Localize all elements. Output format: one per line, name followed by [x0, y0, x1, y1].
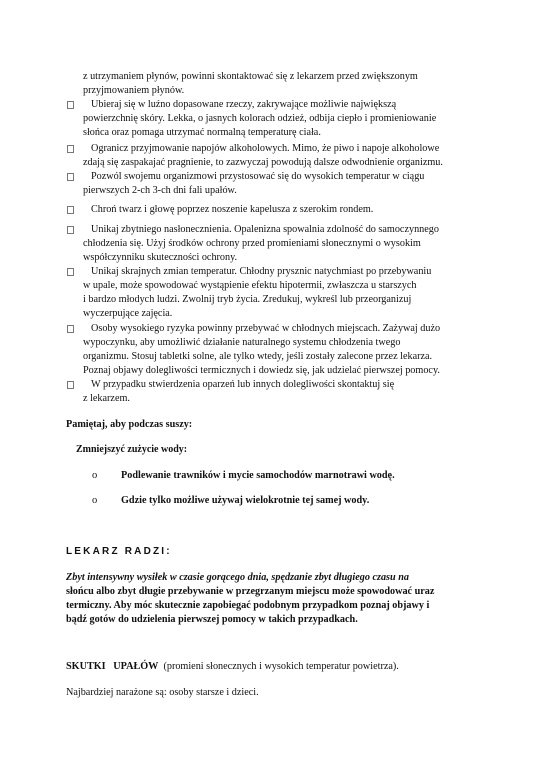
drought-item-text: Podlewanie trawników i mycie samochodów marnotrawi wodę.: [121, 470, 395, 481]
bullet-line: organizmu. Stosuj tabletki solne, ale tylko wtedy, jeśli zostały zalecone przez lekarza.: [83, 351, 433, 362]
bullet-line: zdają się zaspakajać pragnienie, to zazwyczaj powodują dalsze odwodnienie organizmu.: [83, 157, 443, 168]
bullet-line: Osoby wysokiego ryzyka powinny przebywać w chłodnych miejscach. Zażywaj dużo: [91, 323, 441, 334]
bullet-line: pierwszych 2-ch 3-ch dni fali upałów.: [83, 185, 237, 196]
bullet-line: W przypadku stwierdzenia oparzeń lub innych dolegliwości skontaktuj się: [91, 379, 395, 390]
bullet-line: w upale, może spowodować wystąpienie efektu hipotermii, zwłaszcza u starszych: [83, 280, 417, 291]
bullet-box-icon: [67, 173, 74, 181]
drought-subheading: Zmniejszyć zużycie wody:: [76, 444, 188, 455]
bullet-line: współczynniku skuteczności ochrony.: [83, 252, 238, 263]
drought-heading: Pamiętaj, aby podczas suszy:: [66, 419, 193, 430]
circle-bullet-icon: o: [92, 495, 98, 506]
doctor-line: bądź gotów do udzielenia pierwszej pomocy w takich przypadkach.: [66, 614, 358, 625]
bullet-line: wyczerpujące zajęcia.: [83, 308, 173, 319]
bullet-line: chłodzenia się. Użyj środków ochrony przed promieniami słonecznymi o wysokim: [83, 238, 421, 249]
bullet-line: Unikaj skrajnych zmian temperatur. Chłodny prysznic natychmiast po przebywaniu: [91, 266, 432, 277]
bullet-line: słońca oraz pomaga utrzymać normalną temperaturę ciała.: [83, 127, 321, 138]
bullet-box-icon: [67, 325, 74, 333]
bullet-box-icon: [67, 101, 74, 109]
bullet-box-icon: [67, 145, 74, 153]
doctor-line: słońcu albo zbyt długie przebywanie w przegrzanym miejscu może spowodować uraz: [66, 586, 435, 597]
drought-item-text: Gdzie tylko możliwe używaj wielokrotnie tej samej wody.: [121, 495, 370, 506]
bullet-line: Ubieraj się w luźno dopasowane rzeczy, zakrywające możliwie największą: [91, 99, 397, 110]
bullet-line: Ogranicz przyjmowanie napojów alkoholowych. Mimo, że piwo i napoje alkoholowe: [91, 143, 440, 154]
bullet-line: i bardzo młodych ludzi. Zwolnij tryb życia. Zredukuj, wykreśl lub przeorganizuj: [83, 294, 412, 305]
bullet-line: Poznaj objawy dolegliwości termicznych i dowiedz się, jak udzielać pierwszej pomocy.: [83, 365, 440, 376]
effects-suffix: (promieni słonecznych i wysokich temperatur powietrza).: [158, 661, 399, 672]
bullet-line: Unikaj zbytniego nasłonecznienia. Opalenizna spowalnia zdolność do samoczynnego: [91, 224, 439, 235]
bullet-box-icon: [67, 268, 74, 276]
doctor-line: Zbyt intensywny wysiłek w czasie gorącego dnia, spędzanie zbyt długiego czasu na: [66, 572, 409, 583]
doctor-line: termiczny. Aby móc skutecznie zapobiegać podobnym przypadkom poznaj objawy i: [66, 600, 430, 611]
bullet-box-icon: [67, 206, 74, 214]
intro-line: z utrzymaniem płynów, powinni skontaktować się z lekarzem przed zwiększonym: [83, 71, 418, 82]
effects-line: Najbardziej narażone są: osoby starsze i dzieci.: [66, 687, 259, 698]
bullet-line: Chroń twarz i głowę poprzez noszenie kapelusza z szerokim rondem.: [91, 204, 374, 215]
bullet-box-icon: [67, 226, 74, 234]
bullet-line: z lekarzem.: [83, 393, 130, 404]
effects-heading: SKUTKI UPAŁÓW: [66, 661, 159, 672]
bullet-line: Pozwól swojemu organizmowi przystosować się do wysokich temperatur w ciągu: [91, 171, 425, 182]
doctor-heading: LEKARZ RADZI:: [66, 546, 172, 557]
circle-bullet-icon: o: [92, 470, 98, 481]
bullet-line: wypoczynku, aby umożliwić działanie naturalnego systemu chłodzenia twego: [83, 337, 401, 348]
bullet-line: powierzchnię skóry. Lekka, o jasnych kolorach odzież, odbija ciepło i promieniowanie: [83, 113, 437, 124]
intro-line: przyjmowaniem płynów.: [83, 85, 185, 96]
bullet-box-icon: [67, 381, 74, 389]
effects-heading-line: [66, 660, 399, 674]
